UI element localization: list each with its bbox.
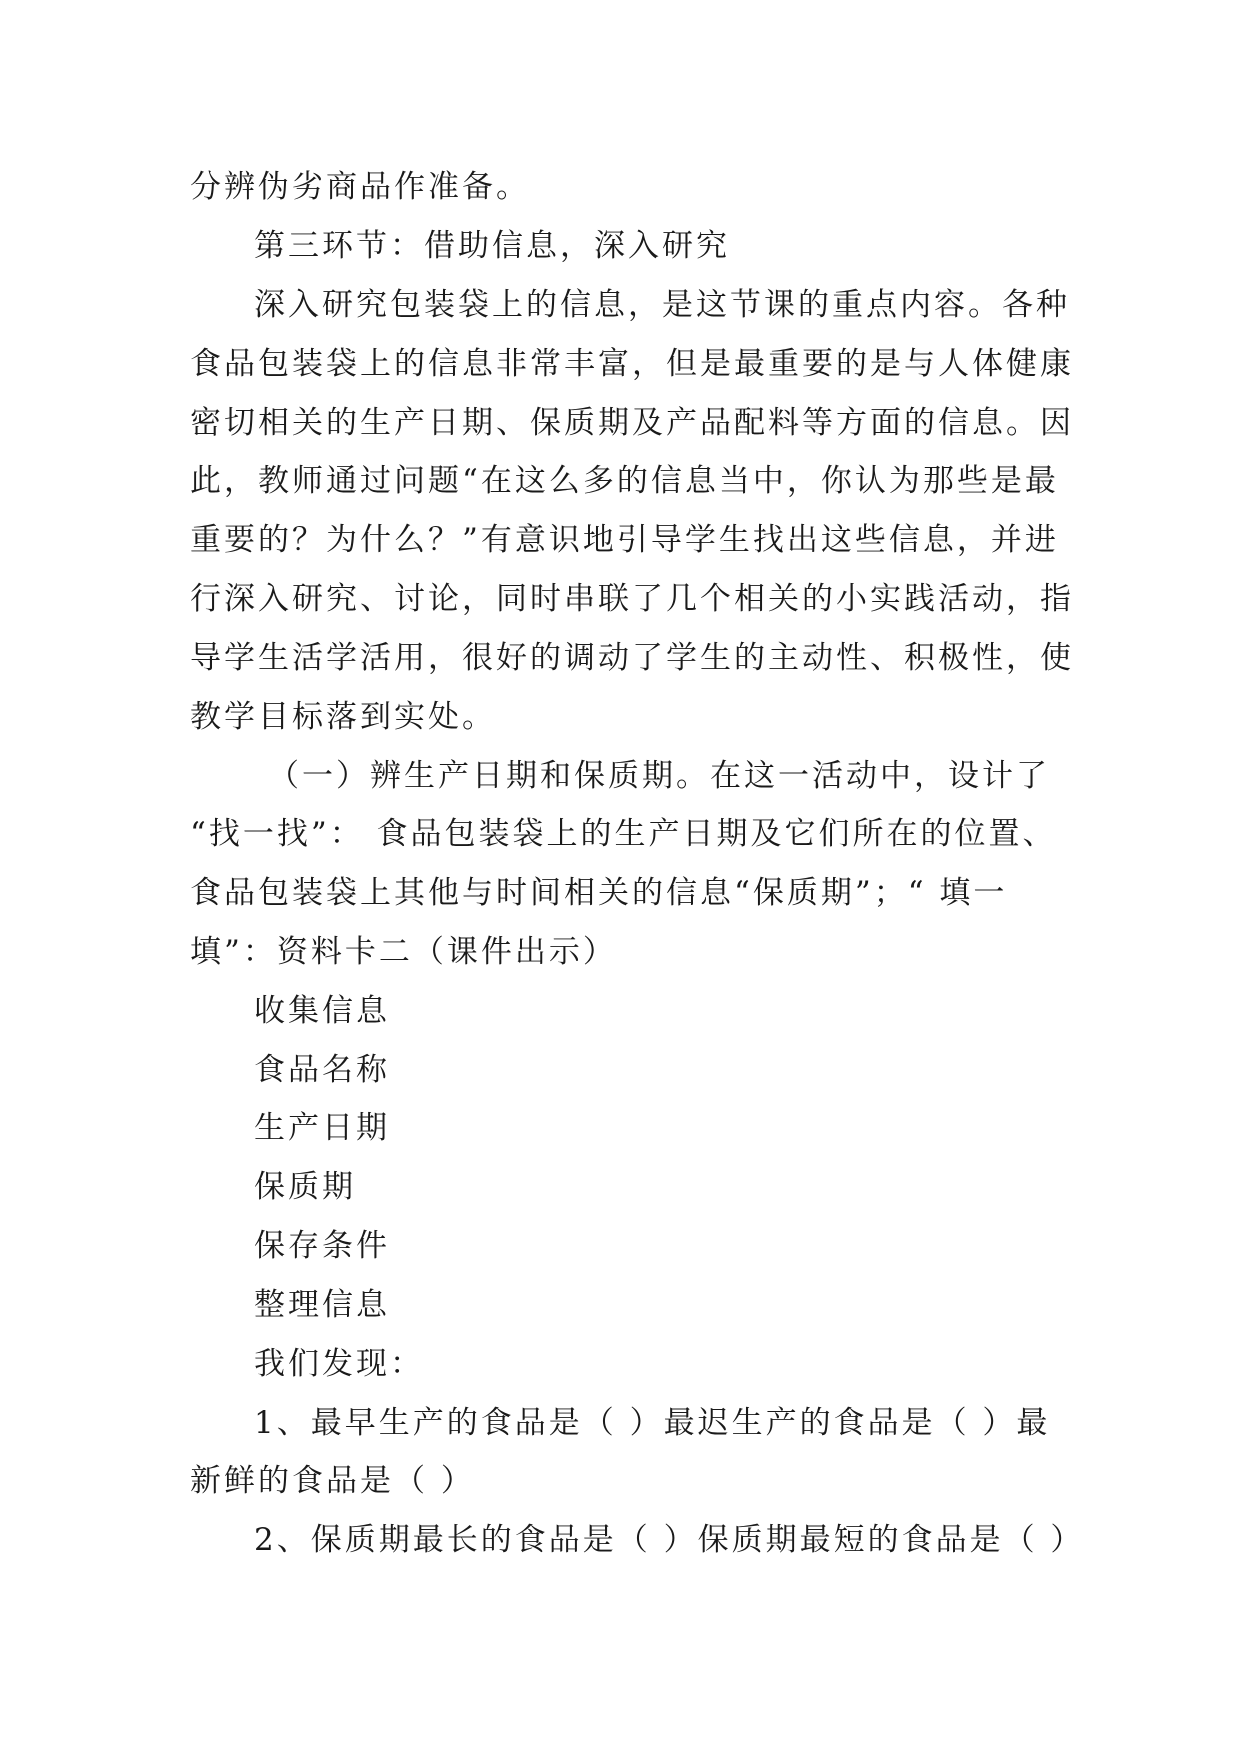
list-item: 保质期 (254, 1169, 356, 1205)
list-item: 保存条件 (254, 1228, 390, 1264)
text-line: 深入研究包装袋上的信息，是这节课的重点内容。各种 (254, 287, 1070, 323)
text-line: 导学生活学活用，很好的调动了学生的主动性、积极性，使 (190, 640, 1074, 676)
text-line: 此，教师通过问题“在这么多的信息当中，你认为那些是最 (190, 463, 1059, 499)
text-line: （一）辨生产日期和保质期。在这一活动中，设计了 (268, 758, 1050, 794)
text-line: 教学目标落到实处。 (190, 699, 496, 735)
text-line: 密切相关的生产日期、保质期及产品配料等方面的信息。因 (190, 405, 1074, 441)
text-line: 分辨伪劣商品作准备。 (190, 169, 530, 205)
section-heading: 第三环节：借助信息，深入研究 (254, 228, 730, 264)
question-line: 新鲜的食品是（ ） (190, 1463, 475, 1499)
text-line: 食品包装袋上其他与时间相关的信息“保质期”；“ 填一 (190, 875, 1008, 911)
text-line: 行深入研究、讨论，同时串联了几个相关的小实践活动，指 (190, 581, 1074, 617)
list-item: 生产日期 (254, 1110, 390, 1146)
text-line: 重要的？为什么？”有意识地引导学生找出这些信息，并进 (190, 522, 1059, 558)
list-item: 整理信息 (254, 1287, 390, 1323)
list-item: 收集信息 (254, 993, 390, 1029)
text-line: “找一找”： 食品包装袋上的生产日期及它们所在的位置、 (190, 816, 1057, 852)
question-line: 1、最早生产的食品是（ ）最迟生产的食品是（ ）最 (254, 1405, 1051, 1441)
question-line: 2、保质期最长的食品是（ ）保质期最短的食品是（ ） (254, 1522, 1085, 1558)
text-line: 食品包装袋上的信息非常丰富，但是最重要的是与人体健康 (190, 346, 1074, 382)
text-line: 填”：资料卡二（课件出示） (190, 934, 617, 970)
list-item: 食品名称 (254, 1052, 390, 1088)
list-item: 我们发现： (254, 1346, 424, 1382)
